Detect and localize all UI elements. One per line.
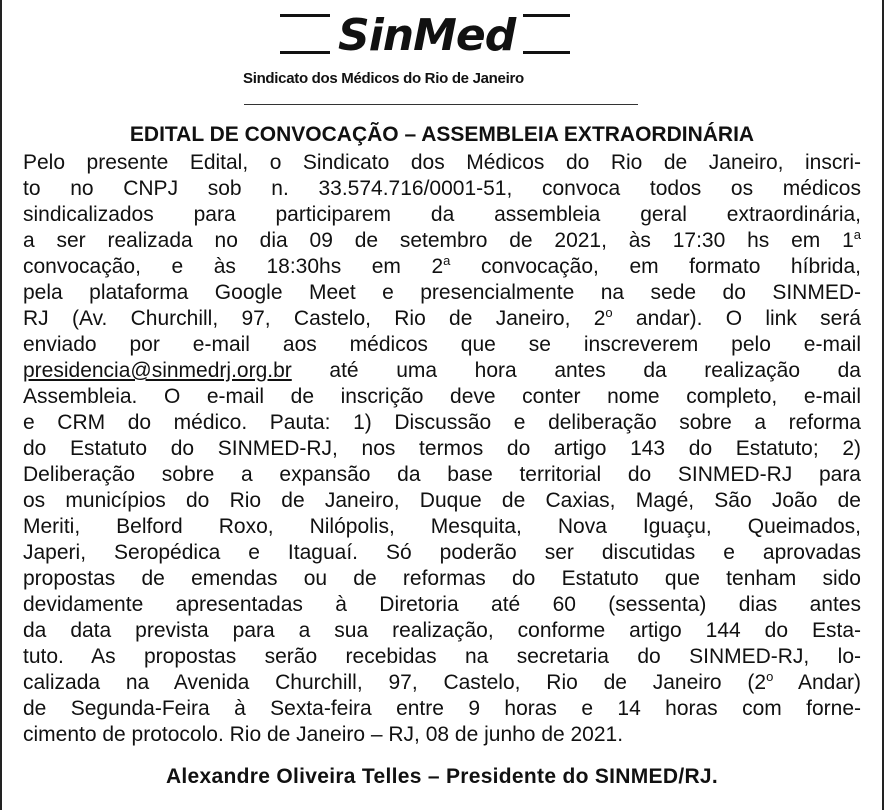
body-line: do Estatuto do SINMED-RJ, nos termos do artigo 143 do Estatuto; 2) [23, 437, 861, 460]
logo-text: SinMed [330, 8, 523, 63]
ordinal-indicator: o [605, 306, 613, 320]
body-line: devidamente apresentadas à Diretoria até 60 (sessenta) dias antes [23, 593, 861, 616]
body-line: calizada na Avenida Churchill, 97, Castelo, Rio de Janeiro (2$^o$ Andar) [23, 670, 861, 694]
body-line: convocação, e às 18:30hs em 2$^a$ convocação, em formato híbrida, [23, 254, 861, 278]
body-line: de Segunda-Feira à Sexta-feira entre 9 horas e 14 horas com forne- [23, 697, 861, 720]
organization-name: Sindicato dos Médicos do Rio de Janeiro [243, 70, 524, 87]
body-line: pela plataforma Google Meet e presencialmente na sede do SINMED- [23, 281, 861, 304]
sinmed-logo [280, 8, 570, 63]
ordinal-indicator: a [443, 254, 451, 268]
body-line: cimento de protocolo. Rio de Janeiro – RJ, 08 de junho de 2021. [23, 723, 624, 746]
ordinal-indicator: a [853, 228, 861, 242]
body-line: Assembleia. O e-mail de inscrição deve conter nome completo, e-mail [23, 385, 861, 408]
header-divider [244, 104, 638, 105]
email-link[interactable]: presidencia@sinmedrj.org.br [23, 359, 292, 382]
body-line: presidencia@sinmedrj.org.br até uma hora antes da realização da [23, 359, 861, 382]
body-line: e CRM do médico. Pauta: 1) Discussão e deliberação sobre a reforma [23, 411, 861, 434]
document-body [23, 150, 861, 748]
body-line: Deliberação sobre a expansão da base territorial do SINMED-RJ para [23, 463, 861, 486]
body-line: Meriti, Belford Roxo, Nilópolis, Mesquita, Nova Iguaçu, Queimados, [23, 515, 861, 538]
body-line: RJ (Av. Churchill, 97, Castelo, Rio de Janeiro, 2$^o$ andar). O link será [23, 306, 861, 330]
ordinal-indicator: o [766, 670, 774, 684]
body-line: os municípios do Rio de Janeiro, Duque de Caxias, Magé, São João de [23, 489, 861, 512]
body-line: a ser realizada no dia 09 de setembro de 2021, às 17:30 hs em 1$^a$ [23, 228, 861, 252]
body-line: sindicalizados para participarem da assembleia geral extraordinária, [23, 203, 861, 226]
body-line: enviado por e-mail aos médicos que se inscreverem pelo e-mail [23, 333, 861, 356]
body-line: Japeri, Seropédica e Itaguaí. Só poderão ser discutidas e aprovadas [23, 541, 861, 564]
body-line: Pelo presente Edital, o Sindicato dos Médicos do Rio de Janeiro, inscri- [23, 151, 861, 174]
body-line: propostas de emendas ou de reformas do Estatuto que tenham sido [23, 567, 861, 590]
signature-line: Alexandre Oliveira Telles – Presidente do SINMED/RJ. [165, 765, 719, 788]
document-title: EDITAL DE CONVOCAÇÃO – ASSEMBLEIA EXTRAORDINÁRIA [129, 123, 755, 146]
body-line: tuto. As propostas serão recebidas na secretaria do SINMED-RJ, lo- [23, 645, 861, 668]
body-line: to no CNPJ sob n. 33.574.716/0001-51, convoca todos os médicos [23, 177, 861, 200]
body-line: da data prevista para a sua realização, conforme artigo 144 do Esta- [23, 619, 861, 642]
